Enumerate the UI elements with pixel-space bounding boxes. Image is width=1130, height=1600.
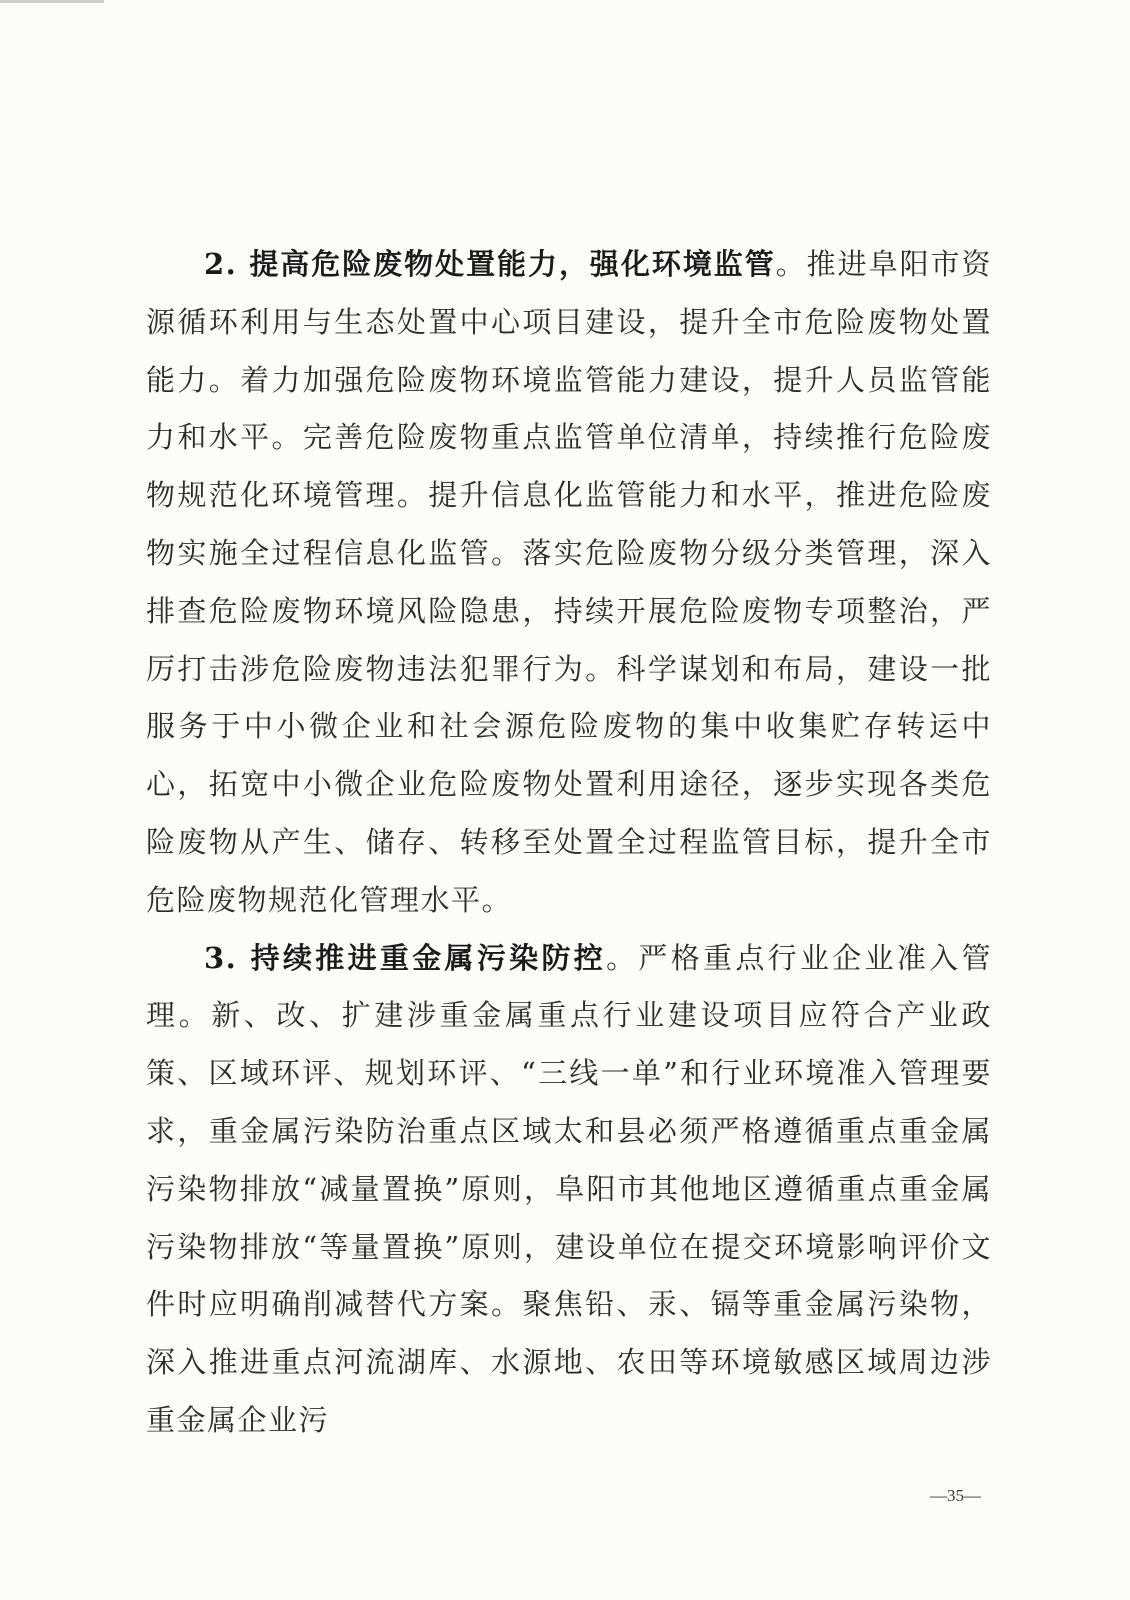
paragraph-heading: 3. 持续推进重金属污染防控: [204, 940, 607, 975]
document-body: [146, 236, 992, 1450]
scan-edge-mark: [0, 0, 104, 3]
page-number: —35—: [930, 1486, 981, 1505]
paragraph-text: 。推进阜阳市资源循环利用与生态处置中心项目建设，提升全市危险废物处置能力。着力加强危险废物环境监管能力建设，提升人员监管能力和水平。完善危险废物重点监管单位清单，持续推行危险废物规范化环境管理。提升信息化监管能力和水平，推进危险废物实施全过程信息化监管。落实危险废物分级分类管理，深入排查危险废物环境风险隐患，持续开展危险废物专项整治，严厉打击涉危险废物违法犯罪行为。科学谋划和布局，建设一批服务于中小微企业和社会源危险废物的集中收集贮存转运中心，拓宽中小微企业危险废物处置利用途径，逐步实现各类危险废物从产生、储存、转移至处置全过程监管目标，提升全市危险废物规范化管理水平。: [146, 247, 992, 917]
paragraph-text: 。严格重点行业企业准入管理。新、改、扩建涉重金属重点行业建设项目应符合产业政策、区域环评、规划环评、“三线一单”和行业环境准入管理要求，重金属污染防治重点区域太和县必须严格遵循重点重金属污染物排放“减量置换”原则，阜阳市其他地区遵循重点重金属污染物排放“等量置换”原则，建设单位在提交环境影响评价文件时应明确削减替代方案。聚焦铅、汞、镉等重金属污染物，深入推进重点河流湖库、水源地、农田等环境敏感区域周边涉重金属企业污: [146, 940, 992, 1437]
paragraph-heading: 2. 提高危险废物处置能力，强化环境监管: [204, 247, 776, 281]
paragraph-hazardous-waste: [146, 236, 992, 930]
paragraph-heavy-metal: [146, 930, 992, 1450]
